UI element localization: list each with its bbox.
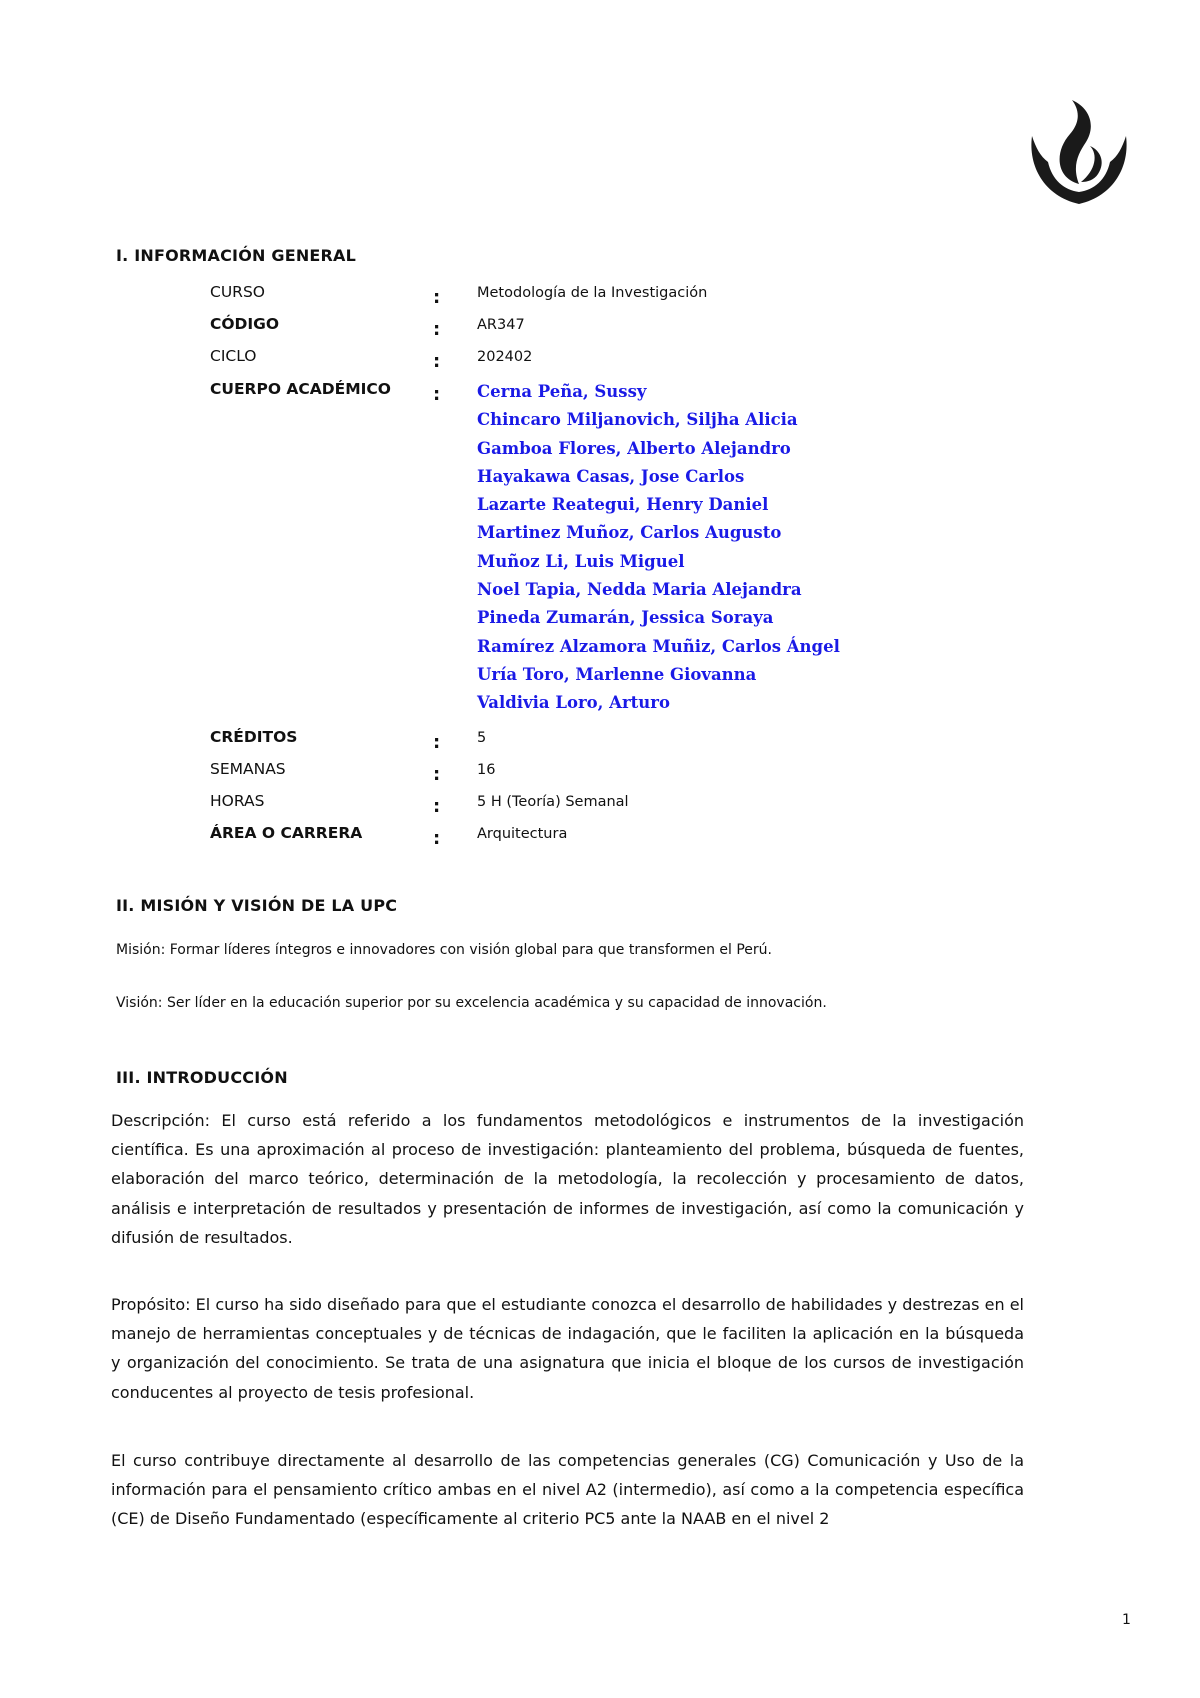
faculty-member: Hayakawa Casas, Jose Carlos bbox=[477, 466, 745, 486]
field-row-codigo bbox=[210, 315, 1110, 343]
intro-paragraph-descripcion: Descripción: El curso está referido a los fundamentos metodológicos e instrumentos de la investigación científica. Es una aproximación al proceso de investigación: planteamiento del problema, búsqueda de fuentes, elaboración del marco teórico, determinación de la metodología, la recolección y procesamiento de datos, análisis e interpretación de resultados y presentación de informes de investigación, así como la comunicación y difusión de resultados. bbox=[111, 1111, 1024, 1247]
field-value: AR347 bbox=[477, 317, 525, 333]
faculty-list bbox=[477, 378, 840, 718]
field-value: Metodología de la Investigación bbox=[477, 285, 708, 301]
field-value: 16 bbox=[477, 762, 496, 778]
upc-logo-icon bbox=[1026, 96, 1132, 208]
field-row-area-carrera bbox=[210, 824, 1110, 852]
faculty-member: Uría Toro, Marlenne Giovanna bbox=[477, 664, 757, 684]
faculty-member: Gamboa Flores, Alberto Alejandro bbox=[477, 438, 791, 458]
section-title-mision-vision: II. MISIÓN Y VISIÓN DE LA UPC bbox=[116, 896, 398, 915]
field-colon: : bbox=[433, 287, 441, 308]
faculty-member: Valdivia Loro, Arturo bbox=[477, 693, 670, 713]
section-title-introduccion: III. INTRODUCCIÓN bbox=[116, 1068, 288, 1087]
field-label: CURSO bbox=[210, 283, 265, 301]
vision-text: Visión: Ser líder en la educación superior por su excelencia académica y su capacidad de innovación. bbox=[116, 995, 827, 1011]
faculty-member: Muñoz Li, Luis Miguel bbox=[477, 551, 685, 571]
faculty-member: Cerna Peña, Sussy bbox=[477, 382, 647, 401]
field-row-creditos bbox=[210, 728, 1110, 756]
field-value: 5 bbox=[477, 730, 487, 746]
field-row-semanas bbox=[210, 760, 1110, 788]
mision-text: Misión: Formar líderes íntegros e innovadores con visión global para que transformen el Perú. bbox=[116, 942, 773, 958]
field-label: CICLO bbox=[210, 347, 257, 365]
field-colon: : bbox=[433, 764, 441, 785]
faculty-member: Pineda Zumarán, Jessica Soraya bbox=[477, 608, 774, 628]
field-colon: : bbox=[433, 384, 441, 405]
faculty-member: Ramírez Alzamora Muñiz, Carlos Ángel bbox=[477, 636, 840, 656]
field-colon: : bbox=[433, 351, 441, 372]
page-number: 1 bbox=[1122, 1612, 1131, 1628]
faculty-member: Martinez Muñoz, Carlos Augusto bbox=[477, 523, 782, 543]
faculty-member: Chincaro Miljanovich, Siljha Alicia bbox=[477, 410, 798, 430]
field-label: CUERPO ACADÉMICO bbox=[210, 380, 391, 398]
faculty-member: Lazarte Reategui, Henry Daniel bbox=[477, 495, 769, 515]
field-value: Arquitectura bbox=[477, 826, 568, 842]
field-colon: : bbox=[433, 732, 441, 753]
intro-paragraph-competencias: El curso contribuye directamente al desarrollo de las competencias generales (CG) Comunicación y Uso de la información para el pensamiento crítico ambas en el nivel A2 (intermedio), así como a la competencia específica (CE) de Diseño Fundamentado (específicamente al criterio PC5 ante la NAAB en el nivel 2 bbox=[111, 1451, 1024, 1529]
field-colon: : bbox=[433, 828, 441, 849]
field-row-ciclo bbox=[210, 347, 1110, 375]
field-value: 202402 bbox=[477, 349, 533, 365]
intro-paragraph-proposito: Propósito: El curso ha sido diseñado para que el estudiante conozca el desarrollo de habilidades y destrezas en el manejo de herramientas conceptuales y de técnicas de indagación, que le faciliten la aplicación en la búsqueda y organización del conocimiento. Se trata de una asignatura que inicia el bloque de los cursos de investigación conducentes al proyecto de tesis profesional. bbox=[111, 1295, 1024, 1402]
field-label: CRÉDITOS bbox=[210, 728, 298, 746]
field-label: HORAS bbox=[210, 792, 265, 810]
field-label: SEMANAS bbox=[210, 760, 286, 778]
faculty-member: Noel Tapia, Nedda Maria Alejandra bbox=[477, 580, 802, 600]
section-title-informacion-general: I. INFORMACIÓN GENERAL bbox=[116, 246, 357, 265]
field-value: 5 H (Teoría) Semanal bbox=[477, 794, 629, 810]
field-colon: : bbox=[433, 319, 441, 340]
field-row-curso bbox=[210, 283, 1110, 311]
field-label: CÓDIGO bbox=[210, 315, 280, 333]
field-label: ÁREA O CARRERA bbox=[210, 824, 363, 842]
field-row-horas bbox=[210, 792, 1110, 820]
field-colon: : bbox=[433, 796, 441, 817]
